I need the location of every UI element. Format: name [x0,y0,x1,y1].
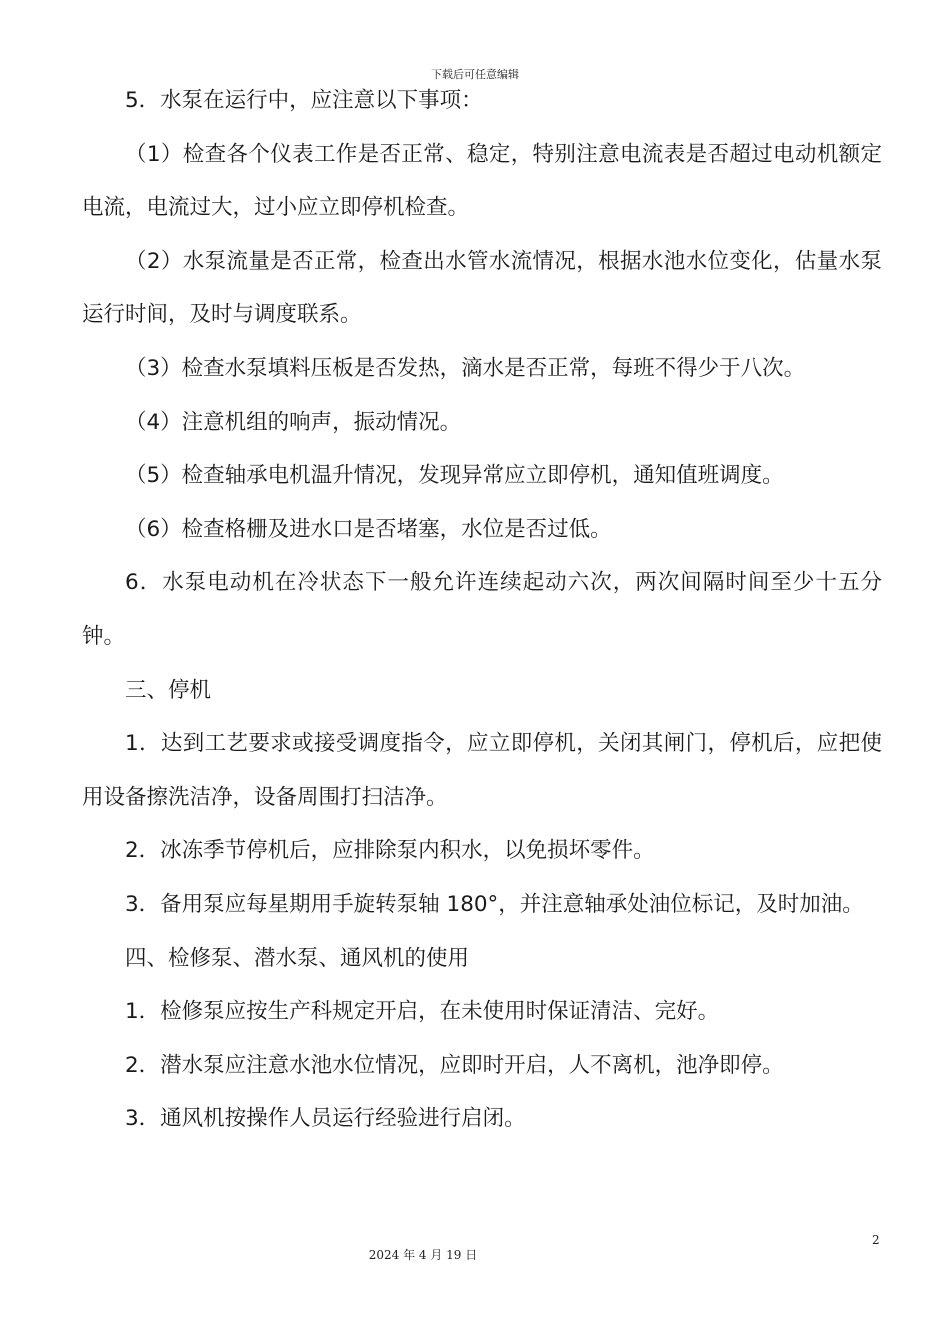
footer-date: 2024 年 4 月 19 日 [368,1248,478,1262]
paragraph-item-5-title: 5．水泵在运行中，应注意以下事项： [125,88,483,113]
section-heading-pumps-fans: 四、检修泵、潜水泵、通风机的使用 [125,945,470,971]
paragraph-item-6: 6．水泵电动机在冷状态下一般允许连续起动六次，两次间隔时间至少十五分钟。 [82,570,882,649]
paragraph-check-3: （3）检查水泵填料压板是否发热，滴水是否正常，每班不得少于八次。 [125,355,806,381]
paragraph-shutdown-3: 3．备用泵应每星期用手旋转泵轴 180°，并注意轴承处油位标记，及时加油。 [125,891,864,917]
paragraph-pumps-2: 2．潜水泵应注意水池水位情况，应即时开启，人不离机，池净即停。 [125,1052,784,1078]
section-heading-shutdown: 三、停机 [125,677,212,703]
paragraph-shutdown-2: 2．冰冻季节停机后，应排除泵内积水，以免损坏零件。 [125,838,655,864]
paragraph-check-1: （1）检查各个仪表工作是否正常、稳定，特别注意电流表是否超过电动机额定电流，电流过大，过小应立即停机检查。 [82,141,882,221]
paragraph-check-6: （6）检查格栅及进水口是否堵塞，水位是否过低。 [125,516,612,542]
paragraph-shutdown-1: 1．达到工艺要求或接受调度指令，应立即停机，关闭其闸门，停机后，应把使用设备擦洗洁净，设备周围打扫洁净。 [82,731,882,810]
paragraph-check-2: （2）水泵流量是否正常，检查出水管水流情况，根据水池水位变化，估量水泵运行时间，及时与调度联系。 [82,248,882,328]
paragraph-pumps-1: 1．检修泵应按生产科规定开启，在未使用时保证清洁、完好。 [125,999,720,1025]
paragraph-check-5: （5）检查轴承电机温升情况，发现异常应立即停机，通知值班调度。 [125,463,784,489]
document-body [82,74,882,1146]
paragraph-check-4: （4）注意机组的响声，振动情况。 [125,409,462,435]
header-note: 下载后可任意编辑 [431,68,519,81]
paragraph-pumps-3: 3．通风机按操作人员运行经验进行启闭。 [125,1106,526,1132]
page-number: 2 [872,1233,880,1247]
